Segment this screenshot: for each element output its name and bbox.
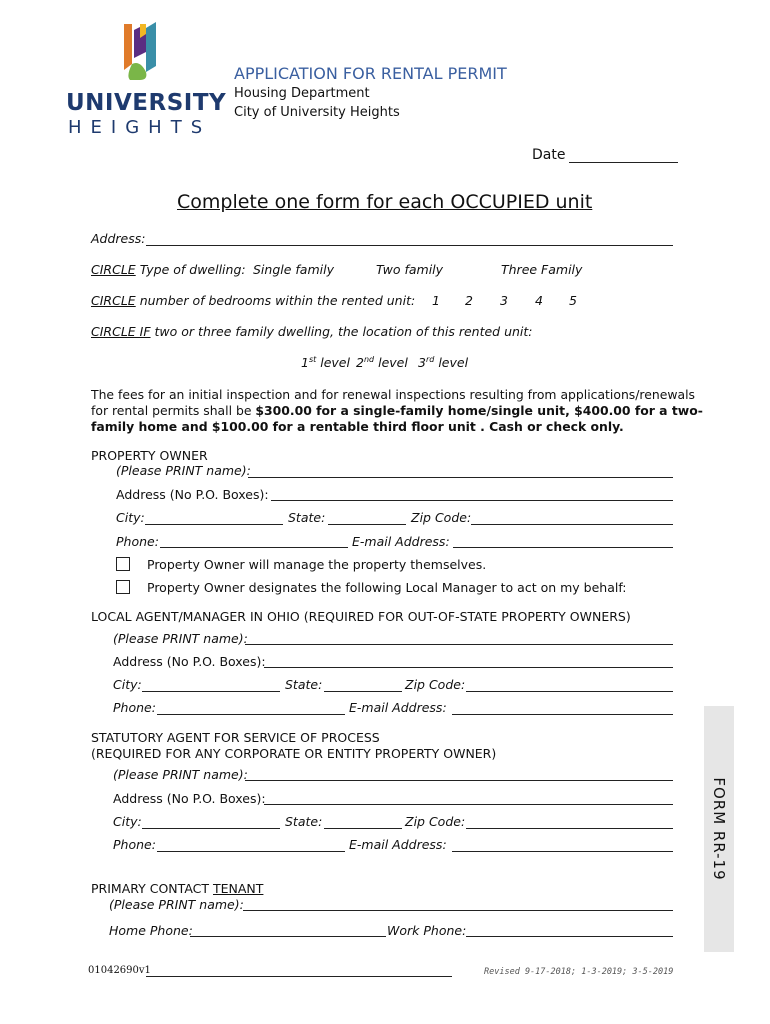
dwelling-label: Type of dwelling: xyxy=(139,262,246,277)
level-option-3[interactable]: 3rd level xyxy=(418,355,469,371)
owner-name-label: (Please PRINT name): xyxy=(116,463,251,478)
logo-word-heights: HEIGHTS xyxy=(68,117,212,138)
statutory-phone-field[interactable] xyxy=(157,851,345,852)
owner-designate-label: Property Owner designates the following Local Manager to act on my behalf: xyxy=(147,580,627,595)
agent-name-label: (Please PRINT name): xyxy=(113,631,248,646)
address-label: Address: xyxy=(91,231,146,246)
option-two-family[interactable]: Two family xyxy=(376,262,444,277)
agent-zip-field[interactable] xyxy=(466,691,673,692)
owner-address-field[interactable] xyxy=(271,500,673,501)
statutory-state-label: State: xyxy=(285,814,323,829)
circle-if-label: two or three family dwelling, the location of this rented unit: xyxy=(154,324,533,339)
department-name: Housing Department xyxy=(234,86,370,101)
agent-city-label: City: xyxy=(113,677,142,692)
circle-keyword: CIRCLE xyxy=(91,262,136,277)
agent-city-field[interactable] xyxy=(142,691,280,692)
form-number-label: FORM RR-19 xyxy=(710,777,728,881)
agent-email-label: E-mail Address: xyxy=(349,700,447,715)
owner-address-label: Address (No P.O. Boxes): xyxy=(116,487,269,502)
statutory-city-field[interactable] xyxy=(142,828,280,829)
property-owner-heading: PROPERTY OWNER xyxy=(91,448,208,463)
bedroom-option-1[interactable]: 1 xyxy=(432,293,440,308)
logo-teal-shape xyxy=(146,22,156,72)
statutory-zip-field[interactable] xyxy=(466,828,673,829)
logo-orange-shape xyxy=(124,24,132,70)
address-field[interactable] xyxy=(146,245,673,246)
form-heading: Complete one form for each OCCUPIED unit xyxy=(177,191,593,213)
form-number-tab xyxy=(704,706,734,952)
owner-zip-field[interactable] xyxy=(471,524,673,525)
agent-phone-label: Phone: xyxy=(113,700,156,715)
agent-zip-label: Zip Code: xyxy=(405,677,466,692)
statutory-address-field[interactable] xyxy=(264,804,673,805)
form-title: APPLICATION FOR RENTAL PERMIT xyxy=(234,64,507,83)
bedroom-option-3[interactable]: 3 xyxy=(500,293,508,308)
bedroom-option-4[interactable]: 4 xyxy=(535,293,543,308)
agent-phone-field[interactable] xyxy=(157,714,345,715)
tenant-heading: PRIMARY CONTACT TENANT xyxy=(91,881,264,896)
revision-note: Revised 9-17-2018; 1-3-2019; 3-5-2019 xyxy=(484,967,674,977)
logo-word-university: UNIVERSITY xyxy=(66,90,227,116)
university-heights-logo xyxy=(66,20,226,140)
statutory-agent-heading: STATUTORY AGENT FOR SERVICE OF PROCESS xyxy=(91,730,380,745)
agent-name-field[interactable] xyxy=(245,644,673,645)
bedroom-option-5[interactable]: 5 xyxy=(569,293,577,308)
owner-zip-label: Zip Code: xyxy=(411,510,472,525)
bedroom-option-2[interactable]: 2 xyxy=(465,293,473,308)
owner-manage-label: Property Owner will manage the property themselves. xyxy=(147,557,487,572)
agent-address-field[interactable] xyxy=(264,667,673,668)
statutory-name-field[interactable] xyxy=(245,780,673,781)
bedrooms-row xyxy=(91,293,415,308)
fees-line-3: family home and $100.00 for a rentable third floor unit . Cash or check only. xyxy=(91,419,624,434)
owner-manage-checkbox[interactable] xyxy=(116,557,130,571)
level-option-1[interactable]: 1st level xyxy=(301,355,350,371)
tenant-work-phone-field[interactable] xyxy=(466,936,673,937)
tenant-name-field[interactable] xyxy=(243,910,673,911)
owner-state-field[interactable] xyxy=(328,524,406,525)
owner-city-label: City: xyxy=(116,510,145,525)
statutory-city-label: City: xyxy=(113,814,142,829)
document-id-line xyxy=(146,976,452,977)
fees-line-1: The fees for an initial inspection and for renewal inspections resulting from applications/renewals xyxy=(91,387,695,402)
tenant-name-label: (Please PRINT name): xyxy=(109,897,244,912)
owner-name-field[interactable] xyxy=(248,477,673,478)
option-single-family[interactable]: Single family xyxy=(253,262,334,277)
circle-keyword: CIRCLE xyxy=(91,293,136,308)
circle-if-keyword: CIRCLE IF xyxy=(91,324,151,339)
logo-green-shape xyxy=(128,63,146,80)
tenant-work-phone-label: Work Phone: xyxy=(387,923,467,938)
local-agent-heading: LOCAL AGENT/MANAGER IN OHIO (REQUIRED FOR OUT-OF-STATE PROPERTY OWNERS) xyxy=(91,609,631,624)
statutory-state-field[interactable] xyxy=(324,828,402,829)
agent-address-label: Address (No P.O. Boxes): xyxy=(113,654,266,669)
statutory-agent-subheading: (REQUIRED FOR ANY CORPORATE OR ENTITY PROPERTY OWNER) xyxy=(91,746,497,761)
bedrooms-label: number of bedrooms within the rented unit: xyxy=(139,293,416,308)
document-id: 01042690v1 xyxy=(88,965,151,976)
date-field[interactable] xyxy=(569,162,678,163)
agent-state-label: State: xyxy=(285,677,323,692)
agent-email-field[interactable] xyxy=(452,714,673,715)
statutory-email-label: E-mail Address: xyxy=(349,837,447,852)
tenant-home-phone-label: Home Phone: xyxy=(109,923,193,938)
statutory-email-field[interactable] xyxy=(452,851,673,852)
statutory-phone-label: Phone: xyxy=(113,837,156,852)
owner-phone-label: Phone: xyxy=(116,534,159,549)
owner-city-field[interactable] xyxy=(145,524,283,525)
statutory-zip-label: Zip Code: xyxy=(405,814,466,829)
dwelling-row xyxy=(91,262,246,277)
city-name: City of University Heights xyxy=(234,105,400,120)
fees-line-2: for rental permits shall be $300.00 for a single-family home/single unit, $400.00 for a two- xyxy=(91,403,703,418)
owner-email-label: E-mail Address: xyxy=(352,534,450,549)
owner-phone-field[interactable] xyxy=(160,547,348,548)
agent-state-field[interactable] xyxy=(324,691,402,692)
statutory-address-label: Address (No P.O. Boxes): xyxy=(113,791,266,806)
statutory-name-label: (Please PRINT name): xyxy=(113,767,248,782)
owner-state-label: State: xyxy=(288,510,326,525)
owner-designate-checkbox[interactable] xyxy=(116,580,130,594)
level-option-2[interactable]: 2nd level xyxy=(356,355,408,371)
option-three-family[interactable]: Three Family xyxy=(501,262,583,277)
date-label: Date xyxy=(532,147,566,163)
owner-email-field[interactable] xyxy=(453,547,673,548)
circle-if-row xyxy=(91,324,533,339)
tenant-home-phone-field[interactable] xyxy=(190,936,386,937)
